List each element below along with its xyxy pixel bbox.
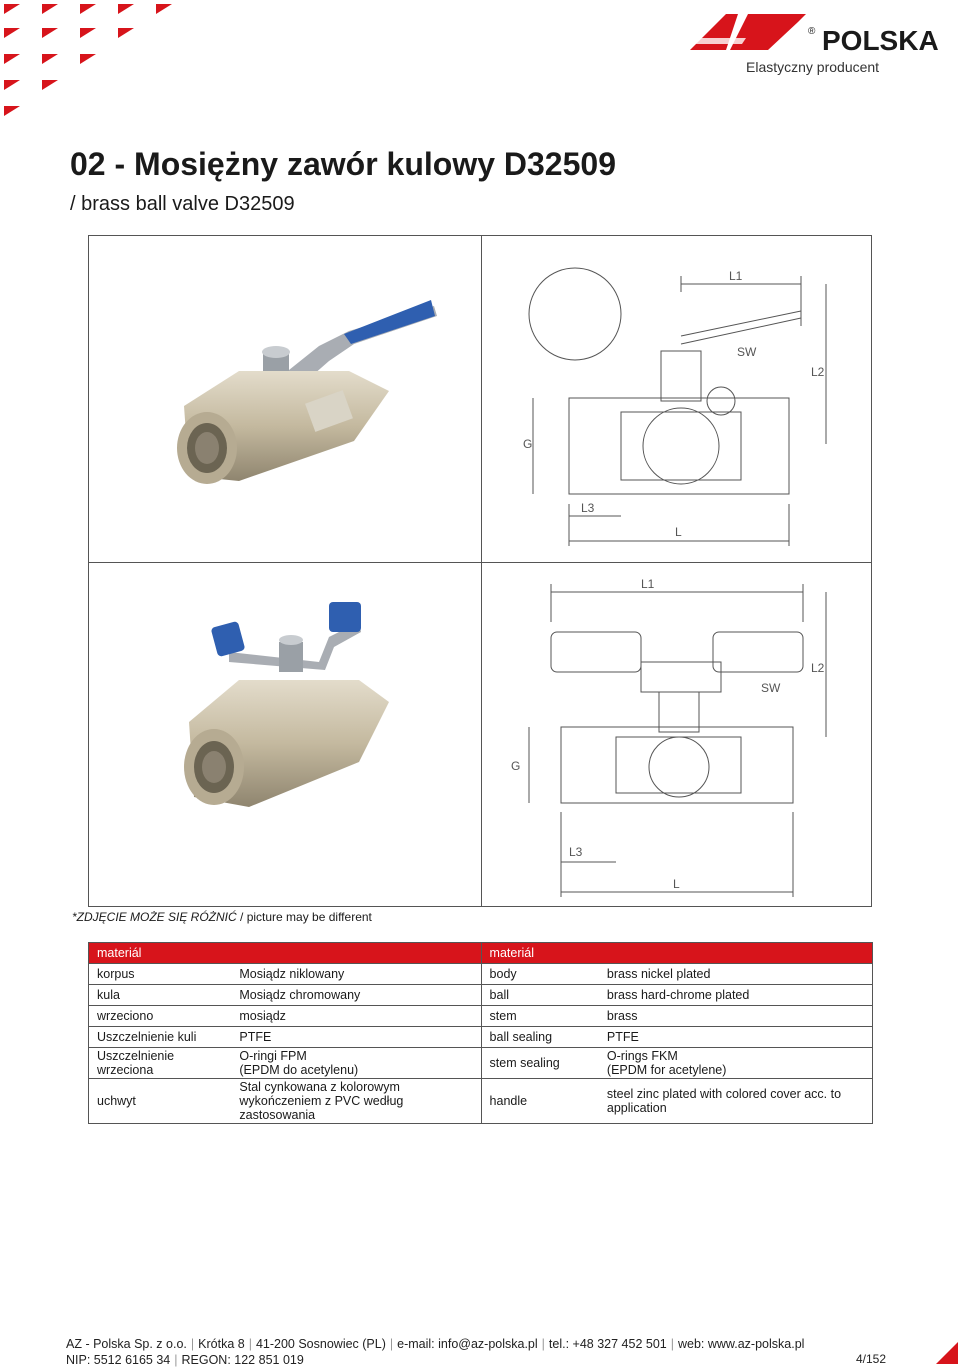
dim-L1: L1 xyxy=(729,269,743,283)
dim-G: G xyxy=(523,437,533,451)
table-row: Uszczelnienie kuli PTFE ball sealing PTFE xyxy=(89,1027,873,1048)
dim-L: L xyxy=(675,525,682,539)
page-title: 02 - Mosiężny zawór kulowy D32509 xyxy=(70,146,616,182)
page-number: 4/152 xyxy=(856,1352,887,1366)
page-footer xyxy=(66,1336,804,1368)
registered-mark: ® xyxy=(808,26,816,37)
butterfly-valve-technical-drawing xyxy=(481,562,873,908)
footer-email[interactable]: e-mail: info@az-polska.pl xyxy=(397,1337,538,1351)
footer-website[interactable]: web: www.az-polska.pl xyxy=(677,1337,805,1351)
table-row: korpus Mosiądz niklowany body brass nickel plated xyxy=(89,964,873,985)
dim-G: G xyxy=(511,759,521,773)
product-image-grid xyxy=(88,235,872,907)
dim-SW: SW xyxy=(761,681,781,695)
lever-valve-photo xyxy=(89,236,481,562)
company-logo xyxy=(686,8,939,78)
butterfly-valve-photo xyxy=(89,562,481,908)
dim-L: L xyxy=(673,877,680,891)
table-header-row xyxy=(89,943,873,964)
table-row: uchwyt Stal cynkowana z kolorowym wykończeniem z PVC według zastosowania handle steel zinc plated with colored cover acc. to application xyxy=(89,1079,873,1124)
dim-SW: SW xyxy=(737,345,757,359)
material-spec-table xyxy=(88,942,873,1124)
table-row: kula Mosiądz chromowany ball brass hard-chrome plated xyxy=(89,985,873,1006)
header-material-pl: materiál xyxy=(89,943,482,964)
header-material-en: materiál xyxy=(481,943,872,964)
dim-L3: L3 xyxy=(581,501,595,515)
dim-L3: L3 xyxy=(569,845,583,859)
footer-line-1: AZ - Polska Sp. z o.o. | Krótka 8 | 41-200 Sosnowiec (PL) | e-mail: info@az-polska.pl | tel.: +48 327 452 501 | web: www.az-polska.pl xyxy=(66,1337,805,1351)
corner-flag-decoration xyxy=(930,1338,958,1368)
page-subtitle: / brass ball valve D32509 xyxy=(70,193,295,215)
dim-L2: L2 xyxy=(811,365,825,379)
corner-flags-decoration xyxy=(0,0,180,120)
photo-disclaimer: *ZDJĘCIE MOŻE SIĘ RÓŻNIĆ / picture may be different xyxy=(72,910,372,924)
logo-name: POLSKA xyxy=(822,25,939,56)
footer-line-2: NIP: 5512 6165 34 | REGON: 122 851 019 xyxy=(66,1353,304,1367)
logo-tagline: Elastyczny producent xyxy=(746,59,880,75)
lever-valve-technical-drawing xyxy=(481,236,873,562)
table-row: Uszczelnienie wrzeciona O-ringi FPM (EPDM do acetylenu) stem sealing O-rings FKM (EPDM for acetylene) xyxy=(89,1048,873,1079)
dim-L1: L1 xyxy=(641,577,655,591)
dim-L2: L2 xyxy=(811,661,825,675)
table-row: wrzeciono mosiądz stem brass xyxy=(89,1006,873,1027)
